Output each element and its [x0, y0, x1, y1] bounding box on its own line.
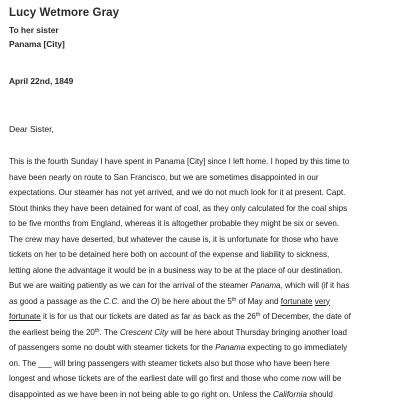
letter-text-segment: Panama — [215, 343, 246, 352]
letter-text-segment: This is the fourth Sunday I have spent in Panama [City] since I left home. I hoped by this time to — [9, 157, 350, 166]
letter-text-segment: fortunate — [280, 296, 313, 306]
letter-text-segment: tickets on her to be detained here both on account of the expense and liability to sickness, — [9, 250, 330, 259]
letter-line — [9, 325, 393, 341]
letter-text-segment: of May and — [236, 296, 281, 306]
letter-text-segment: th — [255, 312, 261, 318]
letter-body — [9, 154, 393, 400]
recipient-line: To her sister — [9, 25, 59, 35]
letter-line — [9, 201, 393, 217]
letter-text-segment: The crew may have deserted, but whatever the cause is, it is unfortunate for those who have — [9, 234, 339, 244]
letter-text-segment: as good a passage as the — [9, 296, 104, 306]
letter-line — [9, 263, 393, 279]
letter-text-segment: But we are waiting patiently as we can for the arrival of the steamer — [9, 281, 251, 290]
letter-line — [9, 154, 393, 170]
letter-text-segment: letting alone the advantage it would be in a business way to be at the place of our destination. — [9, 265, 343, 275]
letter-text-segment: Stout thinks they have been detained for want of coal, as they only calculated for the coal ships — [9, 203, 348, 213]
letter-text-segment: very — [314, 296, 330, 306]
letter-text-segment: disappointed as we have been in not being able to go right on. Unless the — [9, 389, 273, 399]
letter-line — [9, 185, 393, 201]
letter-line — [9, 340, 393, 356]
letter-text-segment: California — [272, 389, 307, 399]
letter-line — [9, 387, 393, 400]
letter-line — [9, 356, 393, 372]
letter-line — [9, 247, 393, 263]
letter-text-segment: C.C. — [103, 296, 120, 306]
letter-line — [9, 294, 393, 310]
letter-text-segment: O — [150, 296, 158, 306]
letter-line — [9, 232, 393, 248]
letter-text-segment: Panama — [250, 281, 281, 290]
letter-text-segment: it is for us that our tickets are dated as far as back as the 26 — [40, 312, 256, 321]
letter-text-segment: longest and whose tickets are of the earliest date will go first and those who come now will be — [9, 374, 342, 383]
letter-header — [9, 6, 389, 50]
letter-text-segment: expectations. Our steamer has not yet arrived, and we do not much look for it at present. Capt. — [9, 188, 346, 197]
letter-line — [9, 170, 393, 186]
letter-text-segment: . The — [99, 327, 120, 337]
letter-text-segment: to be five months from England, whereas it is altogether probable they might be six or seven. — [9, 219, 340, 228]
letter-text-segment: should — [306, 389, 333, 399]
letter-text-segment: , which will (if it has — [280, 281, 350, 290]
letter-line — [9, 371, 393, 387]
letter-text-segment: of passengers some no doubt with steamer tickets for the — [9, 343, 216, 352]
letter-line — [9, 309, 393, 325]
letter-text-segment: expecting to go immediately — [245, 343, 348, 352]
salutation: Dear Sister, — [9, 124, 54, 134]
letter-text-segment: Crescent City — [119, 327, 169, 337]
letter-text-segment: th — [94, 327, 100, 334]
letter-text-segment: th — [231, 296, 237, 303]
letter-line — [9, 278, 393, 294]
letter-text-segment: and the — [119, 296, 151, 306]
letter-text-segment: ) be here about the 5 — [157, 296, 232, 306]
letter-text-segment: of December, the date of — [260, 312, 351, 321]
letter-text-segment: have been nearly on route to San Francisco, but we are sometimes disappointed in our — [9, 172, 319, 182]
letter-text-segment: fortunate — [9, 312, 41, 321]
letter-text-segment: the earliest being the 20 — [9, 327, 95, 337]
author-name: Lucy Wetmore Gray — [9, 7, 120, 19]
letter-date: April 22nd, 1849 — [9, 76, 74, 86]
letter-text-segment: will be here about Thursday bringing another load — [168, 327, 348, 337]
location-line: Panama [City] — [9, 39, 65, 49]
letter-text-segment: on. The ___ will bring passengers with steamer tickets also but those who have been here — [9, 358, 330, 368]
letter-line — [9, 216, 393, 232]
